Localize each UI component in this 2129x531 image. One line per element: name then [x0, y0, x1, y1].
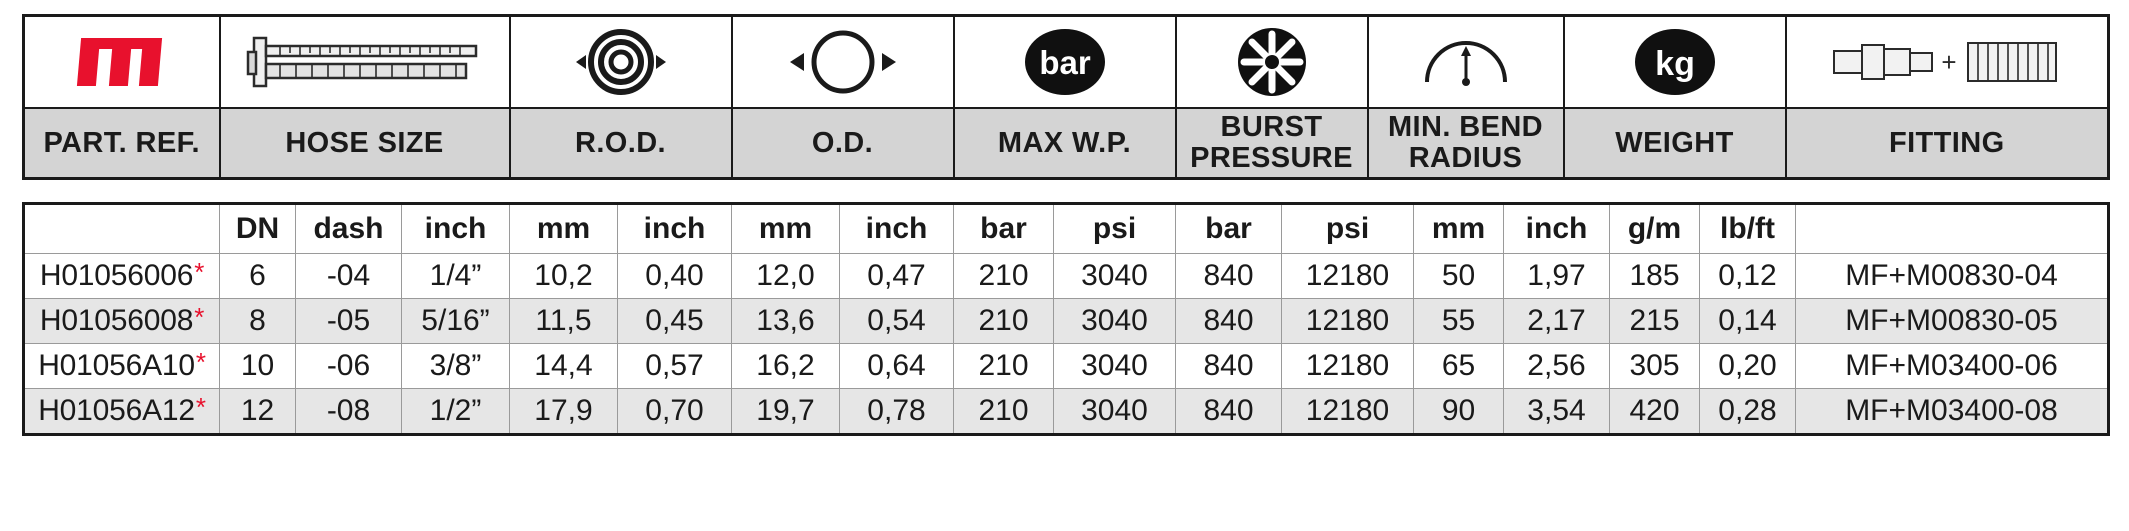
cell-gm: 215 — [1610, 299, 1700, 344]
cell-gm: 420 — [1610, 389, 1700, 435]
header-label-text-2: RADIUS — [1408, 142, 1523, 174]
bend-gauge-icon — [1369, 17, 1563, 107]
cell-dash: -06 — [296, 344, 402, 389]
cell-dn: 8 — [220, 299, 296, 344]
cell-dn: 12 — [220, 389, 296, 435]
cell-part-ref — [24, 299, 220, 344]
header-label-text: WEIGHT — [1615, 126, 1734, 159]
cell-mm-rod: 11,5 — [510, 299, 618, 344]
cell-mm-od: 16,2 — [732, 344, 840, 389]
cell-psi-wp: 3040 — [1054, 254, 1176, 299]
unit-cell-bar-burst: bar — [1176, 204, 1282, 254]
cell-gm: 185 — [1610, 254, 1700, 299]
unit-cell-inch-bend: inch — [1504, 204, 1610, 254]
unit-cell-mm-od: mm — [732, 204, 840, 254]
unit-cell-dn: DN — [220, 204, 296, 254]
unit-cell-gm: g/m — [1610, 204, 1700, 254]
cell-inch-od: 0,54 — [840, 299, 954, 344]
cell-inch-rod: 0,40 — [618, 254, 732, 299]
kg-badge-icon — [1565, 17, 1785, 107]
outer-diameter-icon — [733, 17, 953, 107]
cell-mm-rod: 10,2 — [510, 254, 618, 299]
cell-lbft: 0,14 — [1700, 299, 1796, 344]
header-icon-cell-fitting — [1786, 16, 2109, 109]
cell-part-ref — [24, 389, 220, 435]
cell-dash: -04 — [296, 254, 402, 299]
unit-cell-fitting-blank — [1796, 204, 2109, 254]
header-icon-row — [24, 16, 2109, 109]
unit-cell-bar-wp: bar — [954, 204, 1054, 254]
cell-mm-od: 12,0 — [732, 254, 840, 299]
cell-mm-bend: 65 — [1414, 344, 1504, 389]
header-label-row — [24, 108, 2109, 179]
cell-psi-wp: 3040 — [1054, 299, 1176, 344]
logo-m-mark-icon — [25, 17, 219, 107]
part-ref-star: * — [195, 392, 206, 422]
cell-mm-bend: 50 — [1414, 254, 1504, 299]
cell-bar-wp: 210 — [954, 254, 1054, 299]
unit-cell-lbft: lb/ft — [1700, 204, 1796, 254]
header-label-text: MIN. BEND — [1387, 111, 1544, 144]
cell-part-ref — [24, 254, 220, 299]
cell-inch-hose: 3/8” — [402, 344, 510, 389]
cell-bar-burst: 840 — [1176, 254, 1282, 299]
header-table — [22, 14, 2110, 180]
unit-cell-inch-rod: inch — [618, 204, 732, 254]
header-label-hose-size — [220, 108, 510, 179]
cell-inch-hose: 1/2” — [402, 389, 510, 435]
header-icon-cell-min-bend-radius — [1368, 16, 1564, 109]
unit-cell-blank — [24, 204, 220, 254]
cell-inch-bend: 3,54 — [1504, 389, 1610, 435]
cell-psi-wp: 3040 — [1054, 389, 1176, 435]
cell-fitting: MF+M03400-08 — [1796, 389, 2109, 435]
header-icon-cell-weight — [1564, 16, 1786, 109]
cell-fitting: MF+M00830-05 — [1796, 299, 2109, 344]
svg-text:kg: kg — [1654, 45, 1695, 83]
part-ref-star: * — [195, 347, 206, 377]
header-label-text: PART. REF. — [43, 126, 201, 159]
fitting-icon — [1787, 17, 2108, 107]
cell-dn: 6 — [220, 254, 296, 299]
cell-mm-od: 19,7 — [732, 389, 840, 435]
unit-cell-psi-wp: psi — [1054, 204, 1176, 254]
header-label-text: FITTING — [1888, 126, 2005, 159]
header-label-min-bend-radius — [1368, 108, 1564, 179]
concentric-rings-icon — [511, 17, 731, 107]
cell-dn: 10 — [220, 344, 296, 389]
table-row — [24, 299, 2109, 344]
cell-psi-burst: 12180 — [1282, 389, 1414, 435]
cell-mm-bend: 90 — [1414, 389, 1504, 435]
cell-mm-od: 13,6 — [732, 299, 840, 344]
cell-mm-bend: 55 — [1414, 299, 1504, 344]
cell-mm-rod: 17,9 — [510, 389, 618, 435]
bar-badge-icon — [955, 17, 1175, 107]
cell-inch-od: 0,47 — [840, 254, 954, 299]
part-ref-text: H01056A12 — [38, 394, 195, 427]
cell-bar-wp: 210 — [954, 389, 1054, 435]
cell-lbft: 0,28 — [1700, 389, 1796, 435]
cell-psi-burst: 12180 — [1282, 299, 1414, 344]
unit-cell-inch-od: inch — [840, 204, 954, 254]
burst-star-icon — [1177, 17, 1367, 107]
header-label-text-2: PRESSURE — [1190, 142, 1353, 174]
cell-inch-od: 0,64 — [840, 344, 954, 389]
header-label-text: BURST — [1220, 111, 1323, 144]
header-label-text: O.D. — [811, 126, 874, 159]
part-ref-text: H01056008 — [39, 304, 194, 337]
cell-inch-bend: 2,17 — [1504, 299, 1610, 344]
header-label-rod — [510, 108, 732, 179]
header-label-weight — [1564, 108, 1786, 179]
cell-psi-wp: 3040 — [1054, 344, 1176, 389]
cell-inch-hose: 1/4” — [402, 254, 510, 299]
cell-inch-hose: 5/16” — [402, 299, 510, 344]
cell-inch-rod: 0,45 — [618, 299, 732, 344]
unit-cell-inch-hose: inch — [402, 204, 510, 254]
cell-fitting: MF+M03400-06 — [1796, 344, 2109, 389]
unit-cell-mm-bend: mm — [1414, 204, 1504, 254]
unit-cell-mm-rod: mm — [510, 204, 618, 254]
cell-bar-burst: 840 — [1176, 389, 1282, 435]
header-label-max-wp — [954, 108, 1176, 179]
header-icon-cell-hose-size — [220, 16, 510, 109]
cell-inch-rod: 0,57 — [618, 344, 732, 389]
cell-bar-burst: 840 — [1176, 299, 1282, 344]
part-ref-text: H01056006 — [39, 259, 194, 292]
cell-gm: 305 — [1610, 344, 1700, 389]
table-row — [24, 344, 2109, 389]
header-label-part-ref — [24, 108, 220, 179]
cell-inch-rod: 0,70 — [618, 389, 732, 435]
cell-dash: -05 — [296, 299, 402, 344]
svg-text:+: + — [1941, 47, 1957, 77]
specification-table — [22, 202, 2110, 436]
header-label-burst-pressure — [1176, 108, 1368, 179]
header-label-text: R.O.D. — [574, 126, 666, 159]
cell-part-ref — [24, 344, 220, 389]
cell-bar-wp: 210 — [954, 344, 1054, 389]
cell-inch-bend: 1,97 — [1504, 254, 1610, 299]
header-icon-cell-max-wp — [954, 16, 1176, 109]
svg-text:bar: bar — [1038, 44, 1091, 81]
cell-mm-rod: 14,4 — [510, 344, 618, 389]
cell-lbft: 0,20 — [1700, 344, 1796, 389]
header-icon-cell-burst-pressure — [1176, 16, 1368, 109]
header-icon-cell-rod — [510, 16, 732, 109]
header-label-od — [732, 108, 954, 179]
cell-bar-wp: 210 — [954, 299, 1054, 344]
unit-cell-psi-burst: psi — [1282, 204, 1414, 254]
part-ref-text: H01056A10 — [38, 349, 195, 382]
part-ref-star: * — [194, 302, 205, 332]
cell-psi-burst: 12180 — [1282, 254, 1414, 299]
cell-fitting: MF+M00830-04 — [1796, 254, 2109, 299]
caliper-icon — [221, 17, 509, 107]
header-label-text: MAX W.P. — [997, 126, 1132, 159]
cell-bar-burst: 840 — [1176, 344, 1282, 389]
table-row — [24, 389, 2109, 435]
cell-psi-burst: 12180 — [1282, 344, 1414, 389]
part-ref-star: * — [194, 257, 205, 287]
unit-cell-dash: dash — [296, 204, 402, 254]
cell-inch-bend: 2,56 — [1504, 344, 1610, 389]
header-icon-cell-part-ref — [24, 16, 220, 109]
unit-header-row — [24, 204, 2109, 254]
header-icon-cell-od — [732, 16, 954, 109]
cell-dash: -08 — [296, 389, 402, 435]
cell-inch-od: 0,78 — [840, 389, 954, 435]
table-row — [24, 254, 2109, 299]
cell-lbft: 0,12 — [1700, 254, 1796, 299]
header-label-fitting — [1786, 108, 2109, 179]
header-label-text: HOSE SIZE — [285, 126, 444, 159]
